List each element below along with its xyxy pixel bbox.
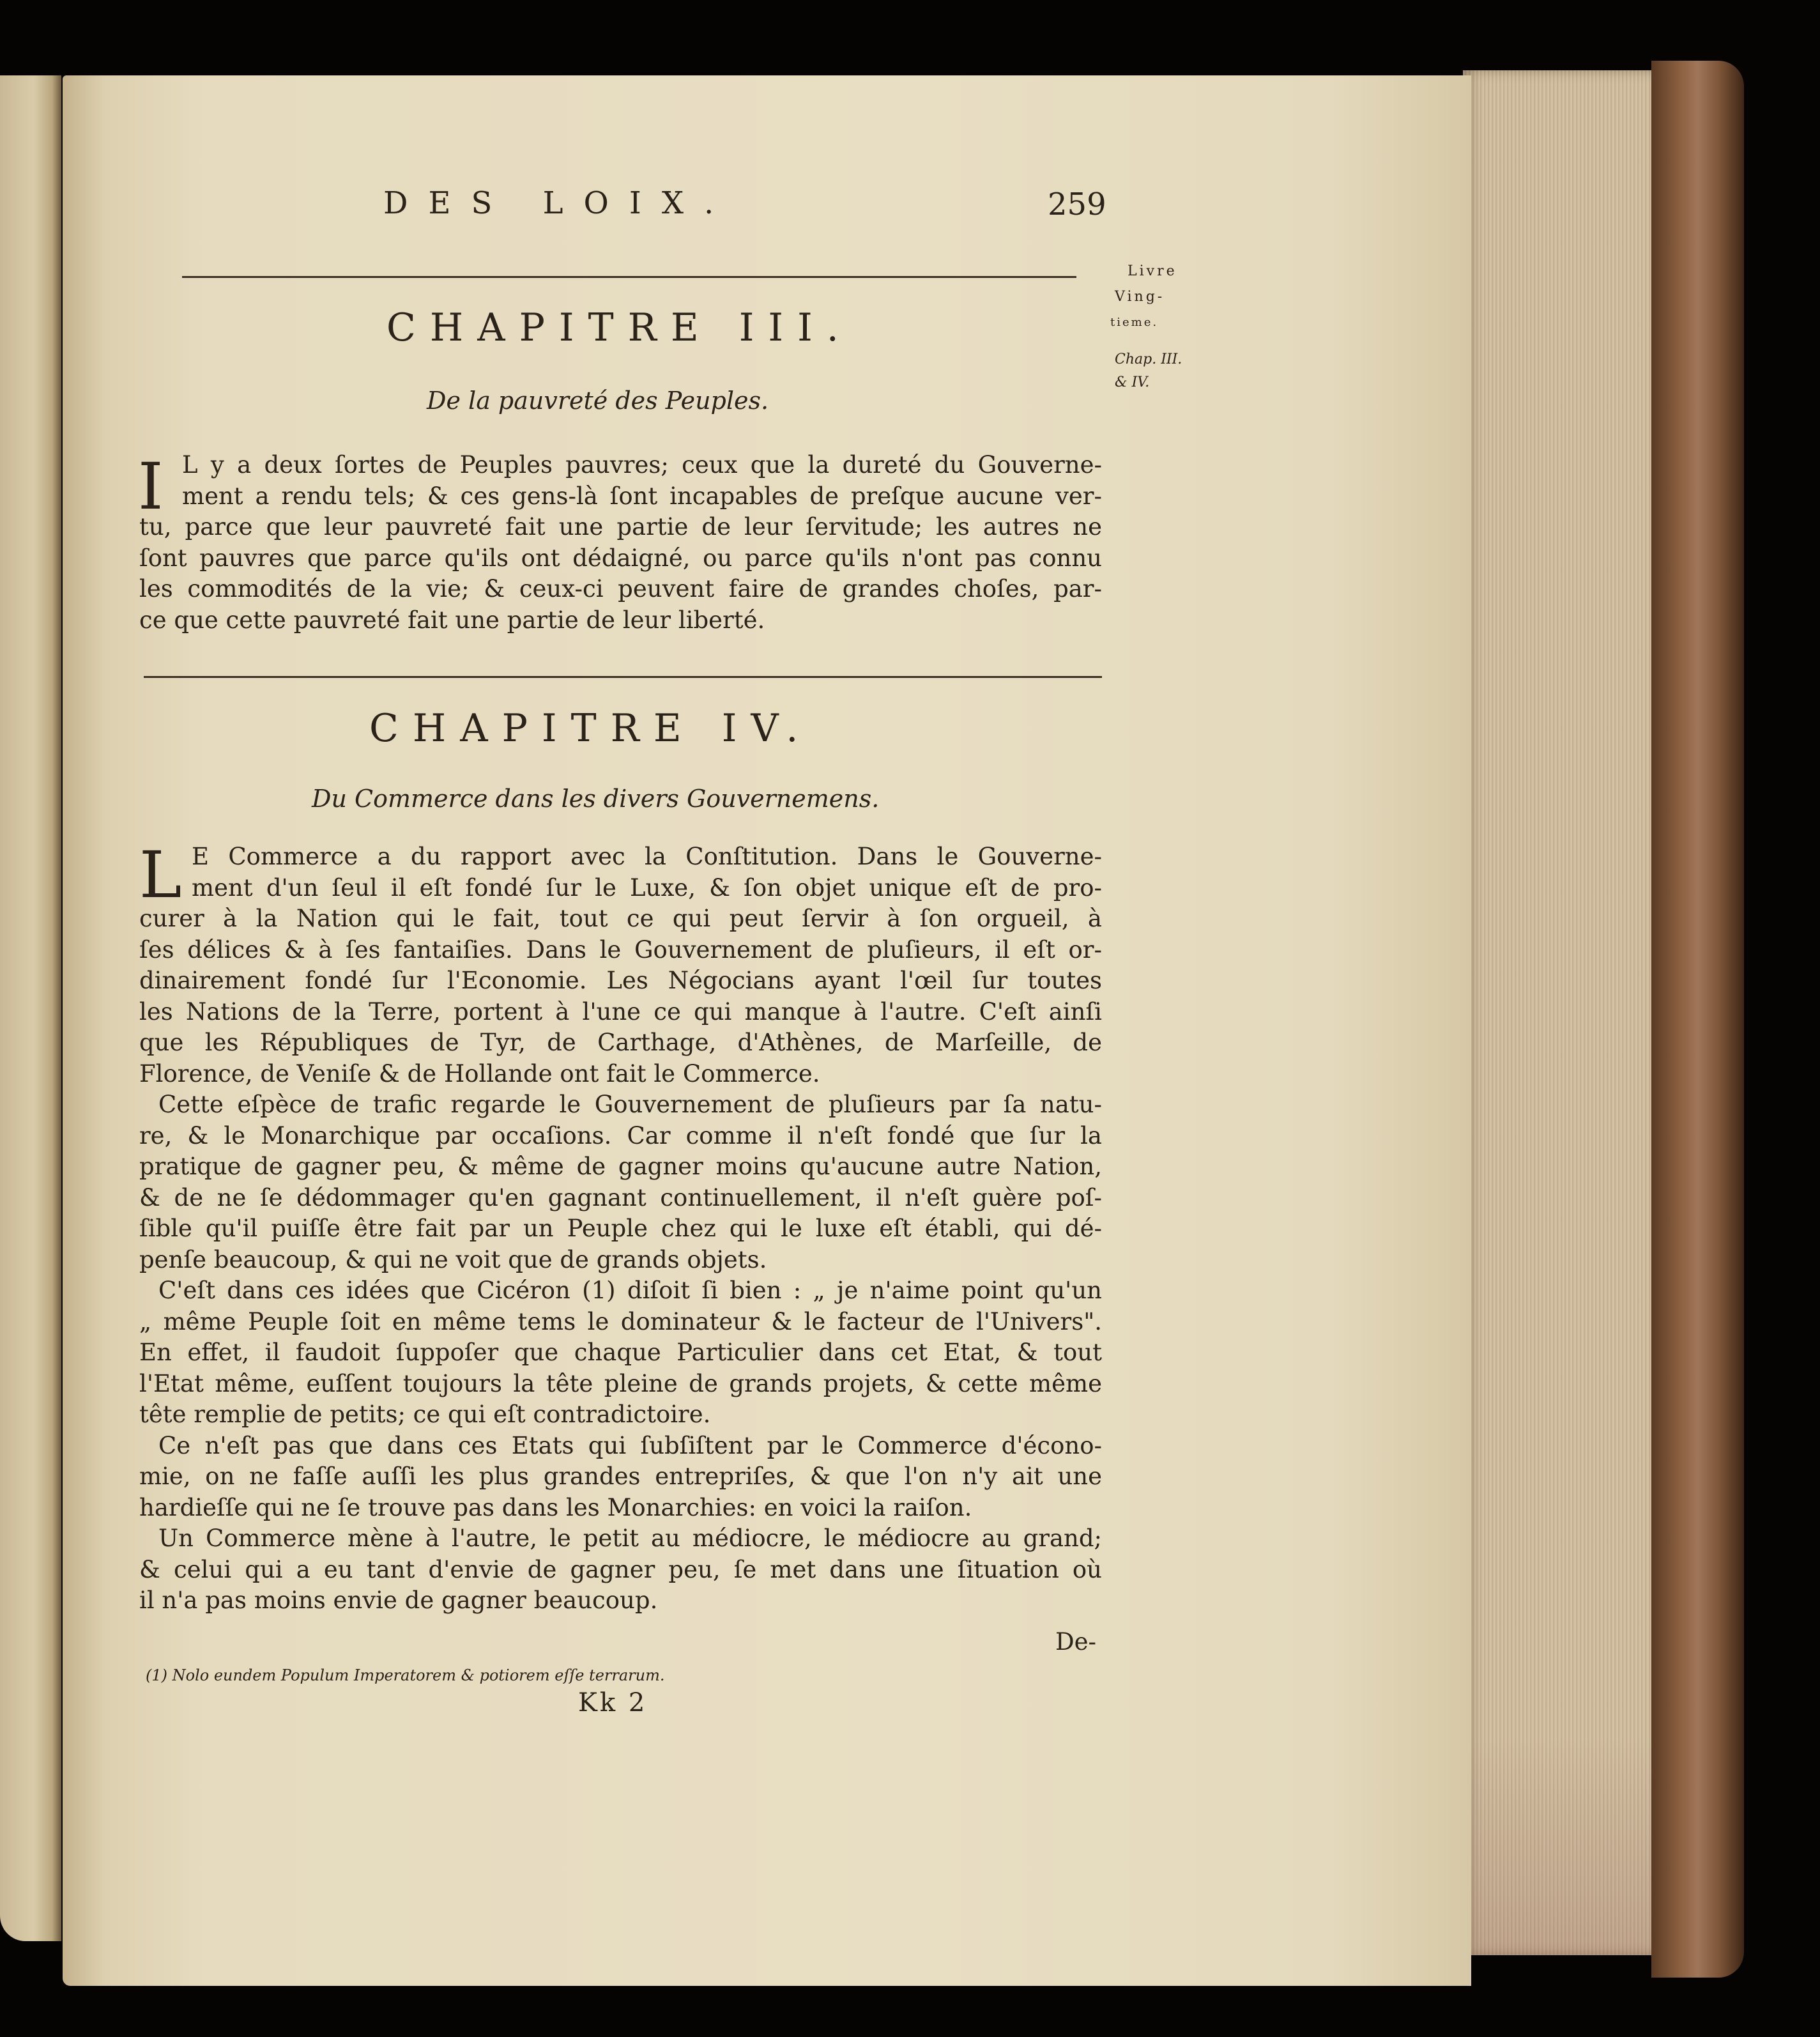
- middle-rule: [144, 676, 1102, 678]
- running-head-title: DES LOIX.: [383, 185, 735, 221]
- chapter-3-heading: CHAPITRE III.: [386, 305, 853, 350]
- text-line: C'eſt dans ces idées que Cicéron (1) diſoit ſi bien : „ je n'aime point qu'un: [158, 1277, 1102, 1304]
- text-line: tête remplie de petits; ce qui eſt contradictoire.: [139, 1401, 711, 1428]
- text-line: dinairement fondé ſur l'Economie. Les Négocians ayant l'œil ſur toutes: [139, 967, 1102, 994]
- text-line: ſes délices & à ſes fantaiſies. Dans le Gouvernement de pluſieurs, il eſt or-: [139, 935, 1102, 964]
- chapter-3-text-cont: [139, 512, 1102, 636]
- text-line: ſont pauvres que parce qu'ils ont dédaigné, ou parce qu'ils n'ont pas connu: [139, 544, 1102, 572]
- chapter-4-subtitle: Du Commerce dans les divers Gouvernemens.: [312, 785, 880, 813]
- text-line: Florence, de Veniſe & de Hollande ont fait le Commerce.: [139, 1059, 820, 1088]
- margin-note-chap-iv: & IV.: [1115, 374, 1150, 390]
- book-binding: [1651, 61, 1744, 1978]
- text-line: pratique de gagner peu, & même de gagner moins qu'aucune autre Nation,: [139, 1153, 1102, 1180]
- signature-mark: Kk 2: [578, 1688, 648, 1718]
- text-line: les Nations de la Terre, portent à l'une ce qui manque à l'autre. C'eſt ainſi: [139, 997, 1102, 1026]
- text-line: que les Républiques de Tyr, de Carthage, d'Athènes, de Marſeille, de: [139, 1029, 1102, 1056]
- text-line: „ même Peuple ſoit en même tems le dominateur & le facteur de l'Univers".: [139, 1307, 1102, 1335]
- text-line: curer à la Nation qui le fait, tout ce qui peut ſervir à ſon orgueil, à: [139, 905, 1102, 932]
- text-line: il n'a pas moins envie de gagner beaucoup.: [139, 1587, 658, 1614]
- catchword: De-: [1055, 1628, 1097, 1656]
- text-line: En effet, il faudoit ſuppoſer que chaque Particulier dans cet Etat, & tout: [139, 1339, 1102, 1366]
- chapter-3-subtitle: De la pauvreté des Peuples.: [427, 387, 769, 415]
- text-line: hardieſſe qui ne ſe trouve pas dans les Monarchies: en voici la raiſon.: [139, 1493, 972, 1521]
- page-number: 259: [1048, 187, 1106, 222]
- margin-note-tieme: tieme.: [1110, 316, 1159, 329]
- top-rule: [182, 276, 1076, 278]
- chapter-4-para1-start: [192, 842, 1102, 903]
- text-line: les commodités de la vie; & ceux-ci peuvent faire de grandes choſes, par-: [139, 575, 1102, 603]
- margin-note-livre: Livre: [1128, 263, 1177, 279]
- page-edges: [1463, 70, 1655, 1955]
- text-line: ment d'un ſeul il eſt fondé ſur le Luxe, & ſon objet unique eſt de pro-: [192, 873, 1102, 902]
- chapter-3-text: [182, 450, 1102, 512]
- text-line: ce que cette pauvreté fait une partie de leur liberté.: [139, 606, 765, 634]
- text-line: tu, parce que leur pauvreté fait une partie de leur ſervitude; les autres ne: [139, 513, 1102, 541]
- page-edges-shadow: [1463, 1738, 1655, 1955]
- chapter-4-dropcap: L: [139, 838, 182, 912]
- margin-note-ving: Ving-: [1115, 289, 1165, 305]
- text-line: mie, on ne faſſe auſſi les plus grandes entrepriſes, & que l'on n'y ait une: [139, 1463, 1102, 1490]
- chapter-4-text: [139, 903, 1102, 1617]
- text-line: l'Etat même, euſſent toujours la tête pleine de grands projets, & cette même: [139, 1369, 1102, 1397]
- text-line: Ce n'eſt pas que dans ces Etats qui ſubſiſtent par le Commerce d'écono-: [158, 1431, 1102, 1459]
- chapter-4-heading: CHAPITRE IV.: [369, 706, 813, 751]
- margin-note-chap: Chap. III.: [1115, 351, 1182, 367]
- text-line: ſible qu'il puiſſe être fait par un Peuple chez qui le luxe eſt établi, qui dé-: [139, 1215, 1102, 1242]
- text-line: penſe beaucoup, & qui ne voit que de grands objets.: [139, 1245, 767, 1273]
- footnote: (1) Nolo eundem Populum Imperatorem & potiorem eſſe terrarum.: [146, 1666, 665, 1684]
- text-line: & celui qui a eu tant d'envie de gagner peu, ſe met dans une ſituation où: [139, 1555, 1102, 1583]
- left-page-edge: [0, 75, 61, 1941]
- text-line: E Commerce a du rapport avec la Conſtitution. Dans le Gouverne-: [192, 843, 1102, 870]
- text-line: re, & le Monarchique par occaſions. Car comme il n'eſt fondé que ſur la: [139, 1121, 1102, 1149]
- text-line: L y a deux ſortes de Peuples pauvres; ceux que la dureté du Gouverne-: [182, 451, 1102, 479]
- text-line: & de ne ſe dédommager qu'en gagnant continuellement, il n'eſt guère poſ-: [139, 1183, 1102, 1211]
- chapter-3-dropcap: I: [138, 449, 164, 524]
- text-line: ment a rendu tels; & ces gens-là ſont incapables de preſque aucune ver-: [182, 482, 1102, 510]
- text-line: Cette eſpèce de trafic regarde le Gouvernement de pluſieurs par ſa natu-: [158, 1091, 1102, 1118]
- text-line: Un Commerce mène à l'autre, le petit au médiocre, le médiocre au grand;: [158, 1525, 1102, 1552]
